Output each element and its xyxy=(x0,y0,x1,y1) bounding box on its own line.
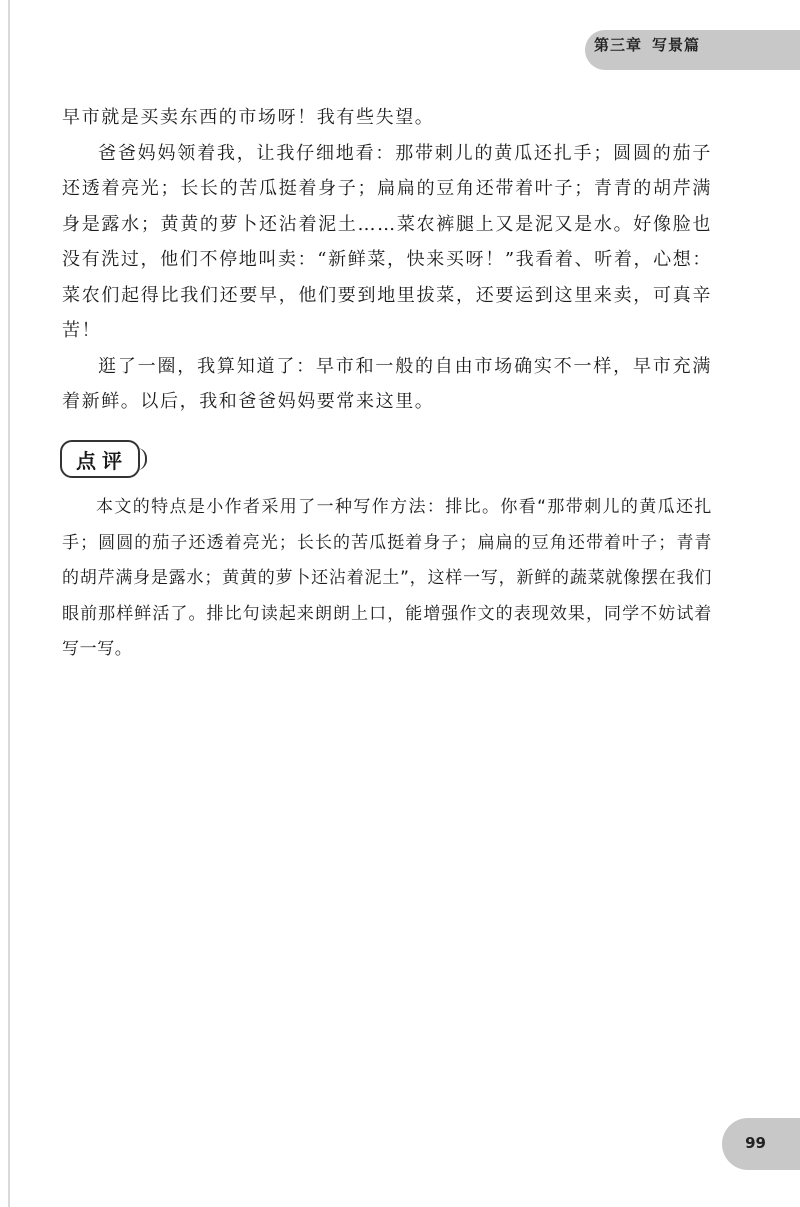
story-paragraph: 早市就是买卖东西的市场呀！我有些失望。 xyxy=(62,107,435,128)
story-text xyxy=(62,100,712,420)
comment-label xyxy=(60,440,140,478)
comment-paragraph: 本文的特点是小作者采用了一种写作方法：排比。你看“那带刺儿的黄瓜还扎手；圆圆的茄子还透着亮光；长长的苦瓜挺着身子；扁扁的豆角还带着叶子；青青的胡芹满身是露水；黄黄的萝卜还沾着泥土”，这样一写，新鲜的蔬菜就像摆在我们眼前那样鲜活了。排比句读起来朗朗上口，能增强作文的表现效果，同学不妨试着写一写。 xyxy=(62,497,712,659)
page-left-margin-rule xyxy=(8,0,10,1207)
running-header xyxy=(594,34,700,55)
comment-label-text: 点评 xyxy=(76,448,128,473)
page-number: 99 xyxy=(745,1134,766,1152)
comment-text xyxy=(62,490,712,668)
chapter-label: 第三章 xyxy=(593,36,642,54)
section-label: 写景篇 xyxy=(651,36,700,54)
story-paragraph: 逛了一圈，我算知道了：早市和一般的自由市场确实不一样，早市充满着新鲜。以后，我和爸爸妈妈要常来这里。 xyxy=(62,355,712,412)
story-paragraph: 爸爸妈妈领着我，让我仔细地看：那带刺儿的黄瓜还扎手；圆圆的茄子还透着亮光；长长的苦瓜挺着身子；扁扁的豆角还带着叶子；青青的胡芹满身是露水；黄黄的萝卜还沾着泥土……菜农裤腿上又是泥又是水。好像脸也没有洗过，他们不停地叫卖：“新鲜菜，快来买呀！”我看着、听着，心想：菜农们起得比我们还要早，他们要到地里拔菜，还要运到这里来卖，可真辛苦！ xyxy=(62,142,712,341)
